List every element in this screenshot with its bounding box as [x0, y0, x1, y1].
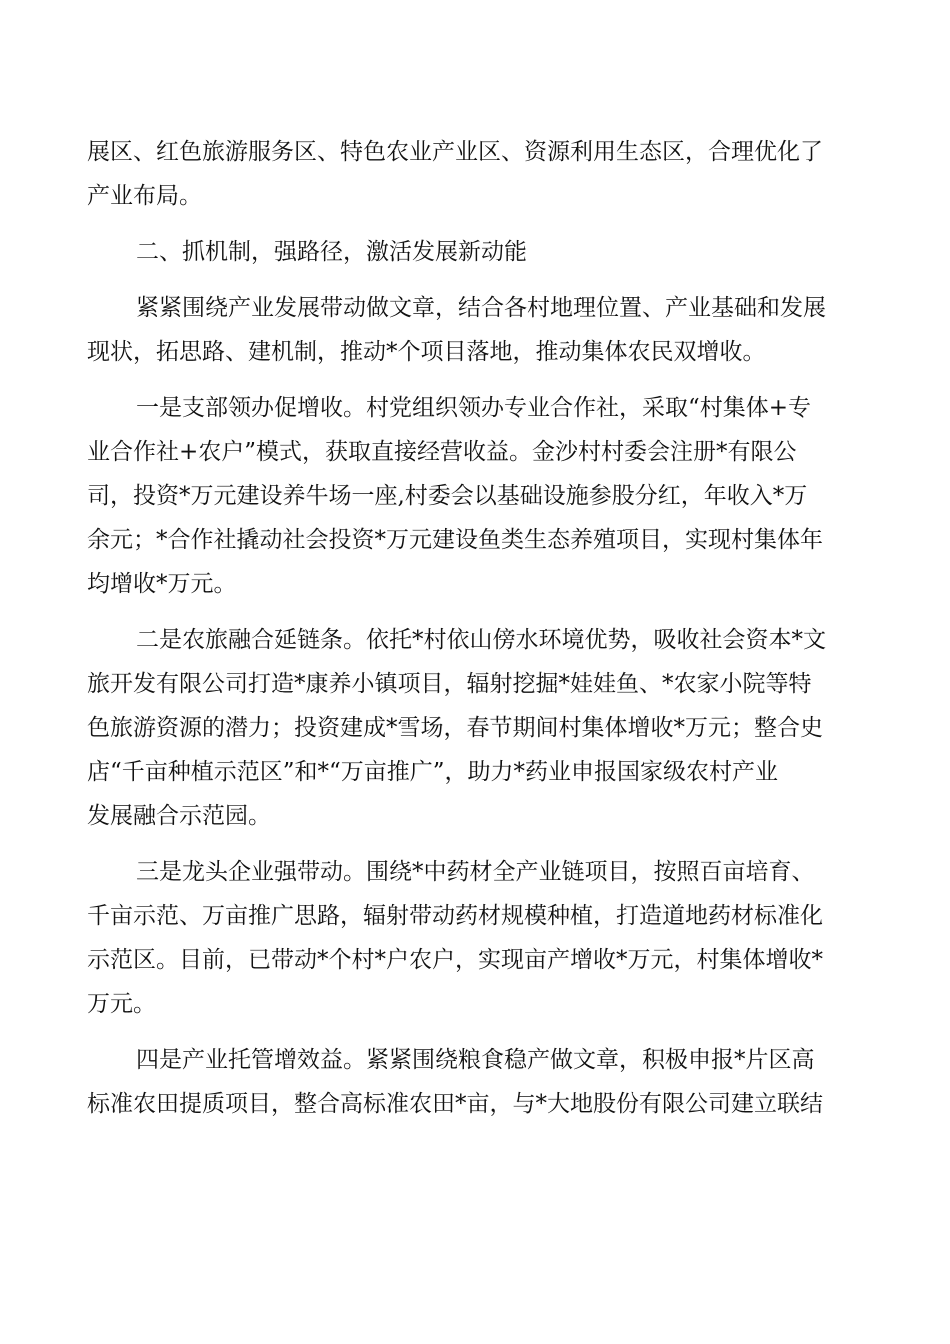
text-line: 展区、红色旅游服务区、特色农业产业区、资源利用生态区，合理优化了	[87, 139, 823, 165]
text-line: 三是龙头企业强带动。围绕*中药材全产业链项目，按照百亩培育、	[136, 859, 815, 885]
text-line: 二是农旅融合延链条。依托*村依山傍水环境优势，吸收社会资本*文	[136, 627, 826, 653]
text-line: 四是产业托管增效益。紧紧围绕粮食稳产做文章，积极申报*片区高	[136, 1047, 815, 1073]
paragraph-intro	[87, 286, 863, 374]
section-heading	[87, 230, 863, 274]
paragraph-point-one	[87, 386, 863, 606]
text-line: 示范区。目前，已带动*个村*户农户，实现亩产增收*万元，村集体增收*	[87, 947, 823, 973]
text-line: 旅开发有限公司打造*康养小镇项目，辐射挖掘*娃娃鱼、*农家小院等特	[87, 671, 812, 697]
text-line: 标准农田提质项目，整合高标准农田*亩，与*大地股份有限公司建立联结	[87, 1091, 823, 1117]
text-line: 司，投资*万元建设养牛场一座,村委会以基础设施参股分红，年收入*万	[87, 483, 808, 509]
document-page	[87, 130, 863, 1126]
text-line: 紧紧围绕产业发展带动做文章，结合各村地理位置、产业基础和发展	[136, 295, 826, 321]
text-line: 发展融合示范园。	[87, 803, 271, 829]
text-line: 产业布局。	[87, 183, 202, 209]
text-line: 色旅游资源的潜力；投资建成*雪场，春节期间村集体增收*万元；整合史	[87, 715, 823, 741]
text-line: 万元。	[87, 991, 156, 1017]
text-line: 店“千亩种植示范区”和*“万亩推广”，助力*药业申报国家级农村产业	[87, 759, 779, 785]
heading-line: 二、抓机制，强路径，激活发展新动能	[136, 239, 527, 265]
text-line: 业合作社+农户”模式，获取直接经营收益。金沙村村委会注册*有限公	[87, 439, 797, 465]
paragraph-layout-continuation	[87, 130, 863, 218]
text-line: 余元；*合作社撬动社会投资*万元建设鱼类生态养殖项目，实现村集体年	[87, 527, 823, 553]
paragraph-point-three	[87, 850, 863, 1026]
text-line: 千亩示范、万亩推广思路，辐射带动药材规模种植，打造道地药材标准化	[87, 903, 823, 929]
text-line: 均增收*万元。	[87, 571, 237, 597]
text-line: 现状，拓思路、建机制，推动*个项目落地，推动集体农民双增收。	[87, 339, 766, 365]
text-line: 一是支部领办促增收。村党组织领办专业合作社，采取“村集体+专	[136, 395, 812, 421]
paragraph-point-two	[87, 618, 863, 838]
paragraph-point-four	[87, 1038, 863, 1126]
